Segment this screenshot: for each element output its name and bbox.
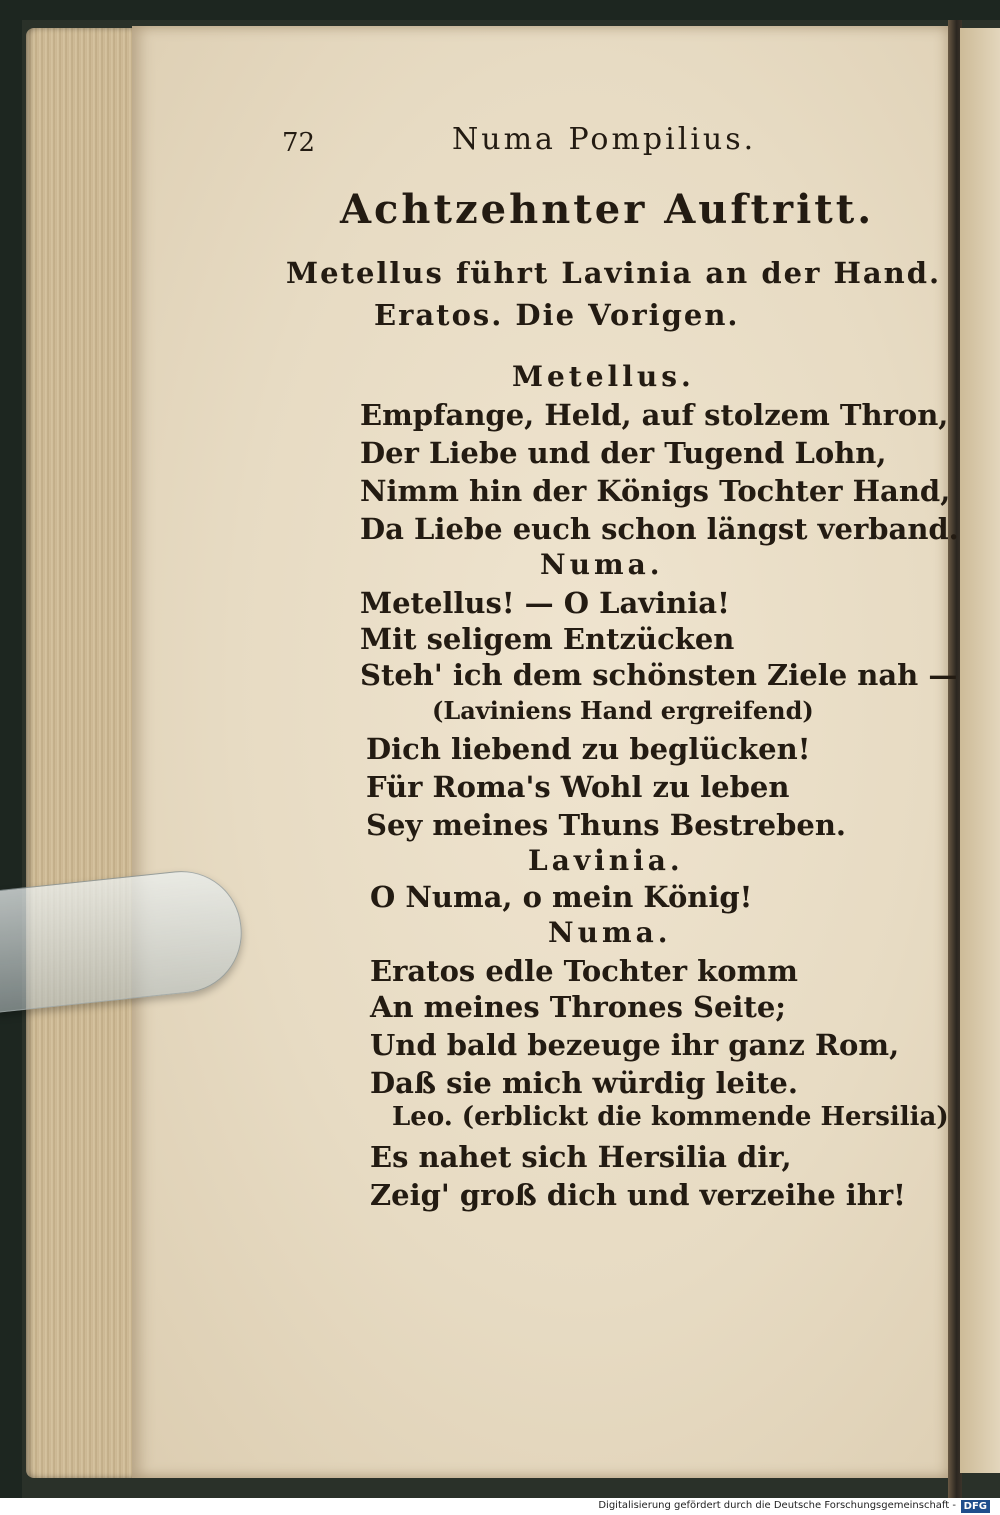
verse-line: An meines Thrones Seite;	[370, 990, 786, 1024]
verse-line: Steh' ich dem schönsten Ziele nah —	[360, 658, 958, 692]
verse-line: Sey meines Thuns Bestreben.	[366, 808, 847, 842]
page-number: 72	[282, 128, 316, 158]
speaker-name: Numa.	[548, 916, 672, 949]
page-edges	[26, 28, 146, 1478]
speaker-name: Numa.	[540, 548, 664, 581]
verse-line: Empfange, Held, auf stolzem Thron,	[360, 398, 949, 432]
verse-line: Es nahet sich Hersilia dir,	[370, 1140, 792, 1174]
verse-line: Metellus! — O Lavinia!	[360, 586, 730, 620]
verse-line: Nimm hin der Königs Tochter Hand,	[360, 474, 951, 508]
verse-line: Der Liebe und der Tugend Lohn,	[360, 436, 887, 470]
verse-line: Daß sie mich würdig leite.	[370, 1066, 798, 1100]
verse-line: Für Roma's Wohl zu leben	[366, 770, 790, 804]
verse-line: O Numa, o mein König!	[370, 880, 753, 914]
verse-line: Dich liebend zu beglücken!	[366, 732, 811, 766]
verse-line: Da Liebe euch schon längst verband.	[360, 512, 959, 546]
stage-direction: Metellus führt Lavinia an der Hand.	[286, 256, 942, 290]
stage-direction: (Laviniens Hand ergreifend)	[432, 696, 814, 725]
speaker-name: Lavinia.	[528, 844, 684, 877]
next-page-edge	[960, 28, 1000, 1473]
verse-line: Mit seligem Entzücken	[360, 622, 735, 656]
speaker-name: Leo. (erblickt die kommende Hersilia)	[392, 1102, 949, 1132]
stage-direction: Eratos. Die Vorigen.	[374, 298, 740, 332]
speaker-name: Metellus.	[512, 360, 695, 393]
verse-line: Zeig' groß dich und verzeihe ihr!	[370, 1178, 906, 1212]
verse-line: Und bald bezeuge ihr ganz Rom,	[370, 1028, 900, 1062]
dfg-logo: DFG	[961, 1500, 990, 1513]
footer-credit: Digitalisierung gefördert durch die Deutsche Forschungsgemeinschaft -	[598, 1500, 956, 1511]
verse-line: Eratos edle Tochter komm	[370, 954, 798, 988]
scene-title: Achtzehnter Auftritt.	[340, 186, 875, 233]
running-head: Numa Pompilius.	[452, 122, 757, 157]
